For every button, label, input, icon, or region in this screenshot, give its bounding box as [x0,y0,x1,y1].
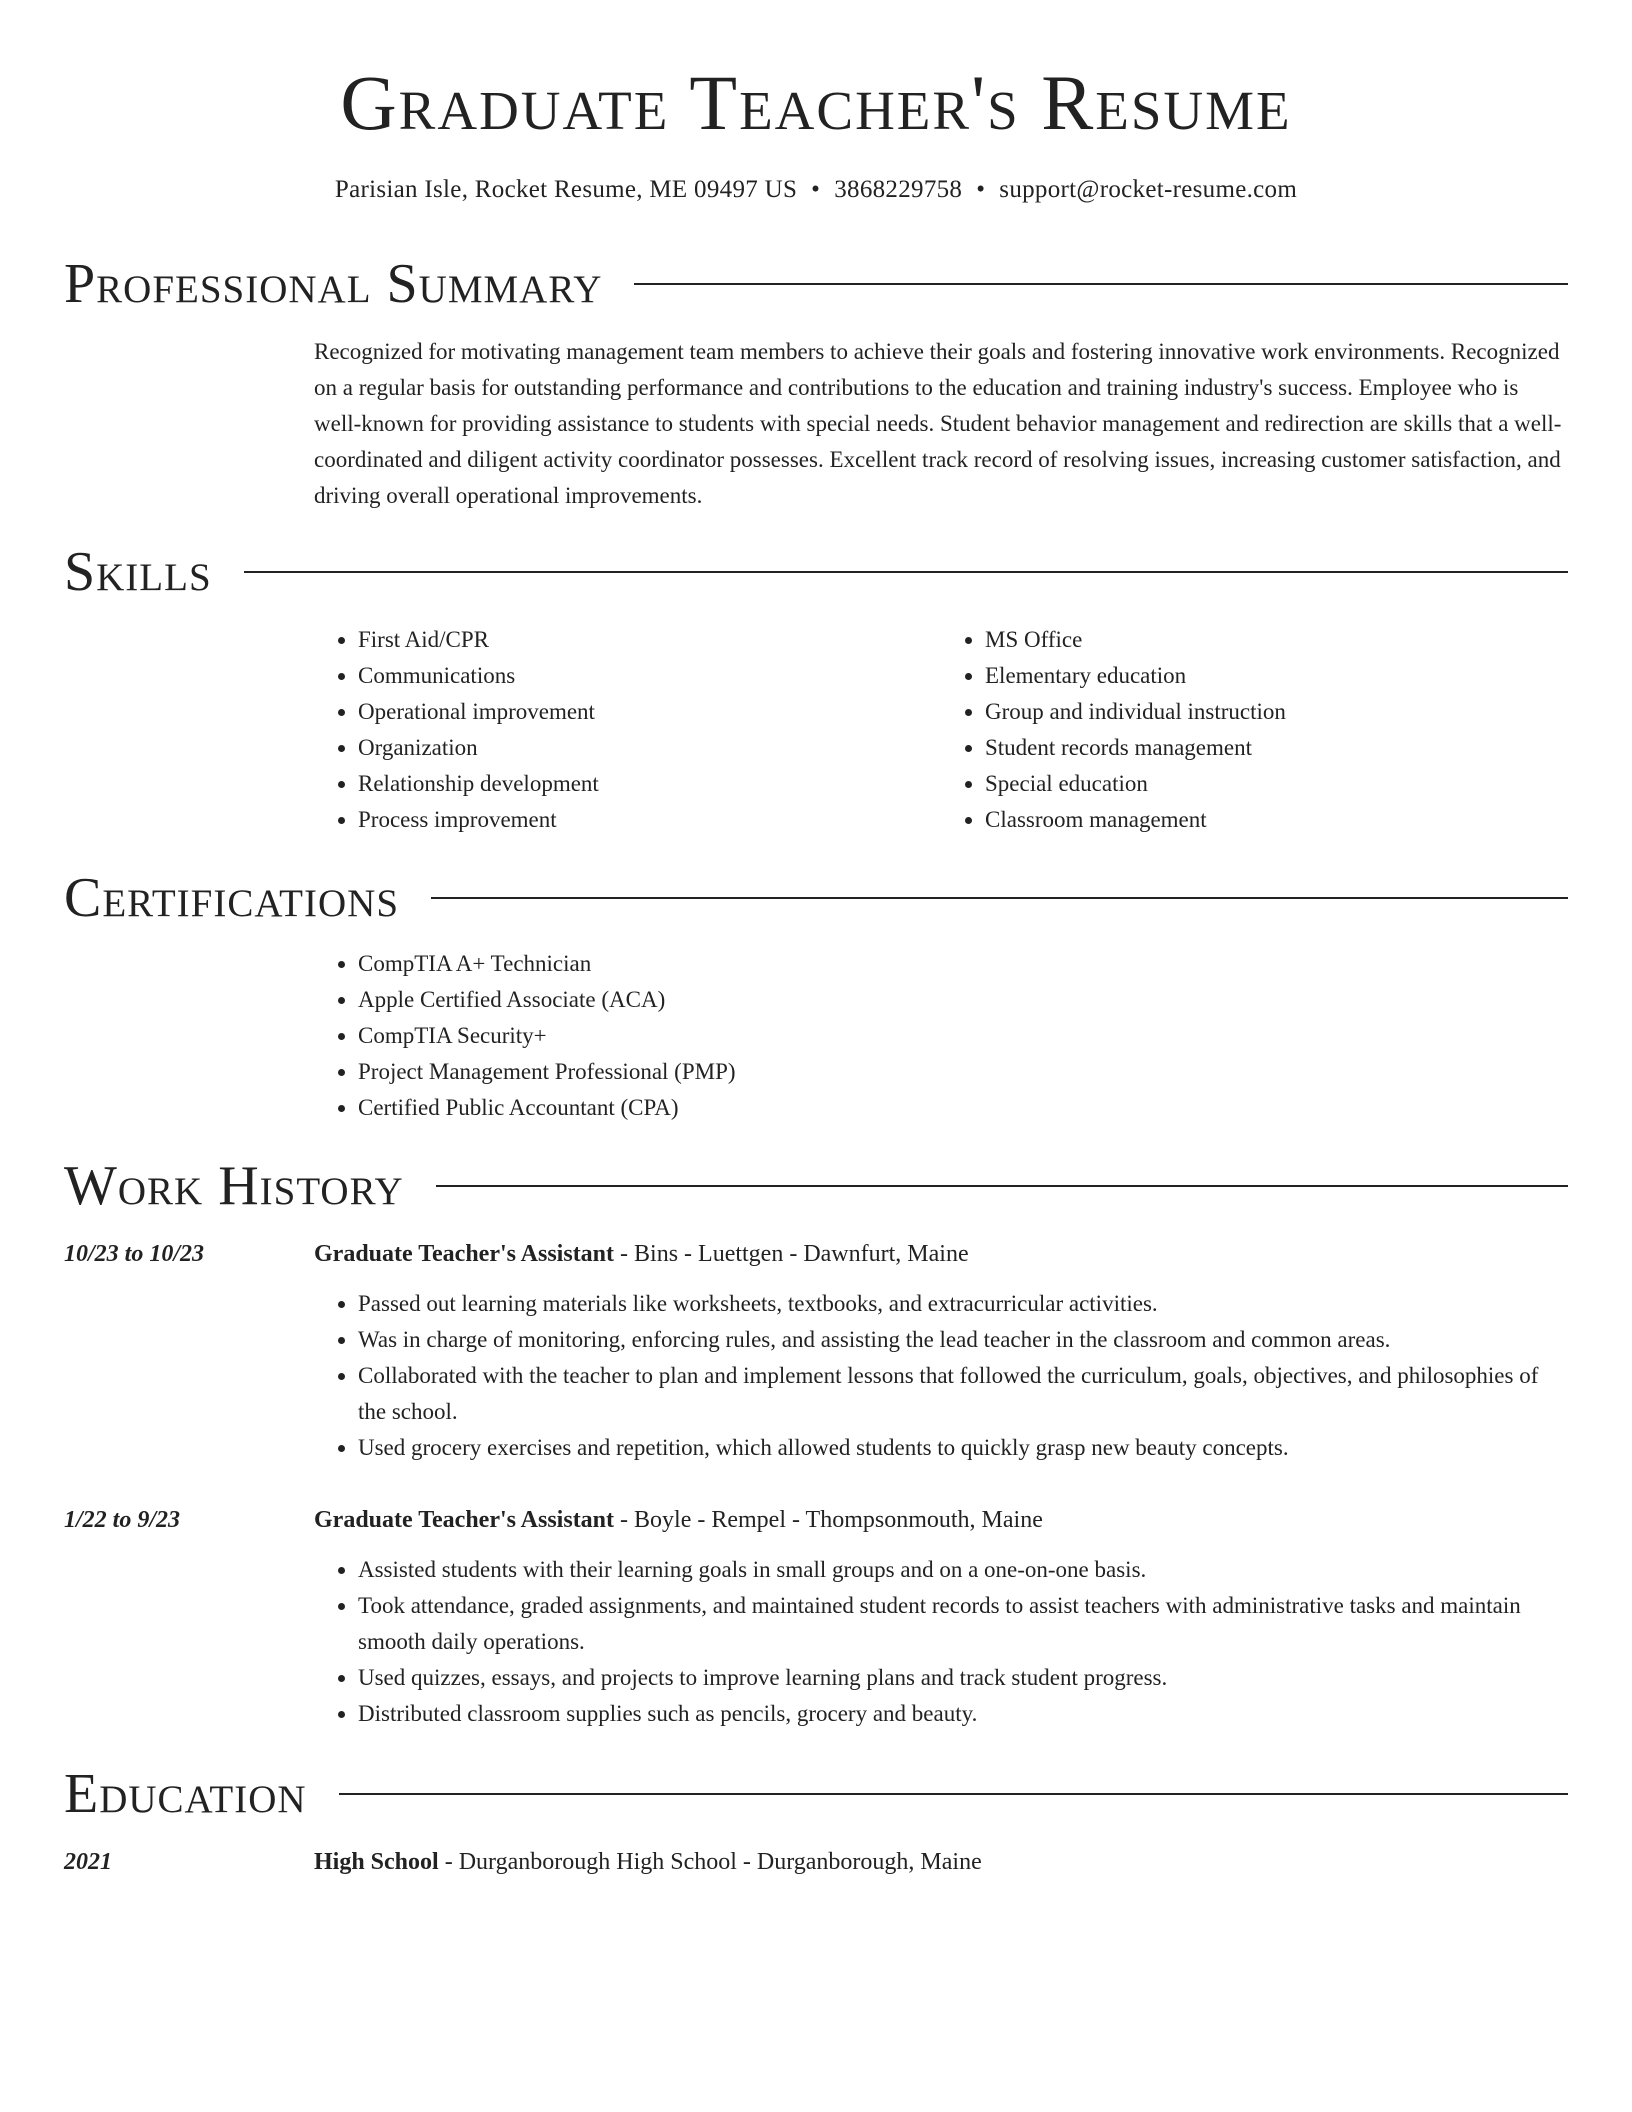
job-dates: 1/22 to 9/23 [64,1507,181,1533]
section-divider [431,897,1568,899]
education-line [314,1844,1568,1880]
certifications-block [314,946,1568,1126]
summary-section-header [64,252,1568,316]
skill-item: • Operational improvement [358,694,941,730]
skill-item: • Organization [358,730,941,766]
skills-block [314,622,1568,838]
summary-heading: Professional Summary [64,253,603,315]
skill-item: • MS Office [985,622,1568,658]
skill-item: • Communications [358,658,941,694]
education-degree: High School [314,1849,439,1875]
job-entry [314,1236,1568,1466]
section-divider [436,1185,1568,1187]
certifications-list [314,946,1568,1126]
skill-item: • Special education [985,766,1568,802]
work-section-header [64,1154,1568,1218]
skills-section-header [64,540,1568,604]
certifications-section-header [64,866,1568,930]
job-bullets [314,1286,1568,1466]
certifications-heading: Certifications [64,867,400,929]
contact-separator: • [811,176,821,203]
job-employer: - Boyle - Rempel - Thompsonmouth, Maine [614,1507,1043,1533]
job-dates: 10/23 to 10/23 [64,1241,205,1267]
contact-separator: • [976,176,986,203]
skill-item: • Student records management [985,730,1568,766]
skill-item: • Relationship development [358,766,941,802]
job-title-line [314,1236,1568,1272]
skill-item: • Classroom management [985,802,1568,838]
resume-title: Graduate Teacher's Resume [340,59,1292,146]
certification-item: • Certified Public Accountant (CPA) [358,1090,1568,1126]
education-section-header [64,1762,1568,1826]
section-divider [634,283,1568,285]
job-bullet: • Collaborated with the teacher to plan and implement lessons that followed the curriculum, goals, objectives, and philosophies of the school. [358,1358,1568,1430]
skill-item: • Process improvement [358,802,941,838]
job-bullet: • Distributed classroom supplies such as pencils, grocery and beauty. [358,1696,1568,1732]
job-title: Graduate Teacher's Assistant [314,1507,615,1533]
skills-heading: Skills [64,541,212,603]
job-entry [314,1502,1568,1732]
education-school: - Durganborough High School - Durganborough, Maine [438,1849,982,1875]
job-bullet: • Used quizzes, essays, and projects to improve learning plans and track student progress. [358,1660,1568,1696]
skill-item: • Elementary education [985,658,1568,694]
certification-item: • Project Management Professional (PMP) [358,1054,1568,1090]
summary-block [314,334,1568,514]
contact-email: support@rocket-resume.com [999,176,1298,203]
job-bullet: • Took attendance, graded assignments, and maintained student records to assist teachers with administrative tasks and maintain smooth daily operations. [358,1588,1568,1660]
resume-page [64,0,1568,1875]
job-bullet: • Assisted students with their learning goals in small groups and on a one-on-one basis. [358,1552,1568,1588]
skill-item: • Group and individual instruction [985,694,1568,730]
skill-item: • First Aid/CPR [358,622,941,658]
job-employer: - Bins - Luettgen - Dawnfurt, Maine [614,1241,969,1267]
education-entry [314,1844,1568,1894]
work-heading: Work History [64,1155,404,1217]
education-heading: Education [64,1763,307,1825]
contact-address: Parisian Isle, Rocket Resume, ME 09497 US [334,176,798,203]
contact-line [64,174,1568,206]
skills-list-right [941,622,1568,838]
job-bullet: • Was in charge of monitoring, enforcing rules, and assisting the lead teacher in the classroom and common areas. [358,1322,1568,1358]
certification-item: • Apple Certified Associate (ACA) [358,982,1568,1018]
job-bullet: • Used grocery exercises and repetition, which allowed students to quickly grasp new beauty concepts. [358,1430,1568,1466]
section-divider [244,571,1568,573]
section-divider [339,1793,1568,1795]
job-bullets [314,1552,1568,1732]
job-bullet: • Passed out learning materials like worksheets, textbooks, and extracurricular activities. [358,1286,1568,1322]
certification-item: • CompTIA A+ Technician [358,946,1568,982]
summary-text: Recognized for motivating management team members to achieve their goals and fostering innovative work environments. Recognized on a regular basis for outstanding performance and contributions to the education and training industry's success. Employee who is well-known for providing assistance to students with special needs. Student behavior management and redirection are skills that a well-coordinated and diligent activity coordinator possesses. Excellent track record of resolving issues, increasing customer satisfaction, and driving overall operational improvements. [314,339,1562,508]
job-title-line [314,1502,1568,1538]
skills-list-left [314,622,941,838]
contact-phone: 3868229758 [834,176,963,203]
certification-item: • CompTIA Security+ [358,1018,1568,1054]
job-title: Graduate Teacher's Assistant [314,1241,615,1267]
education-year: 2021 [64,1849,112,1875]
